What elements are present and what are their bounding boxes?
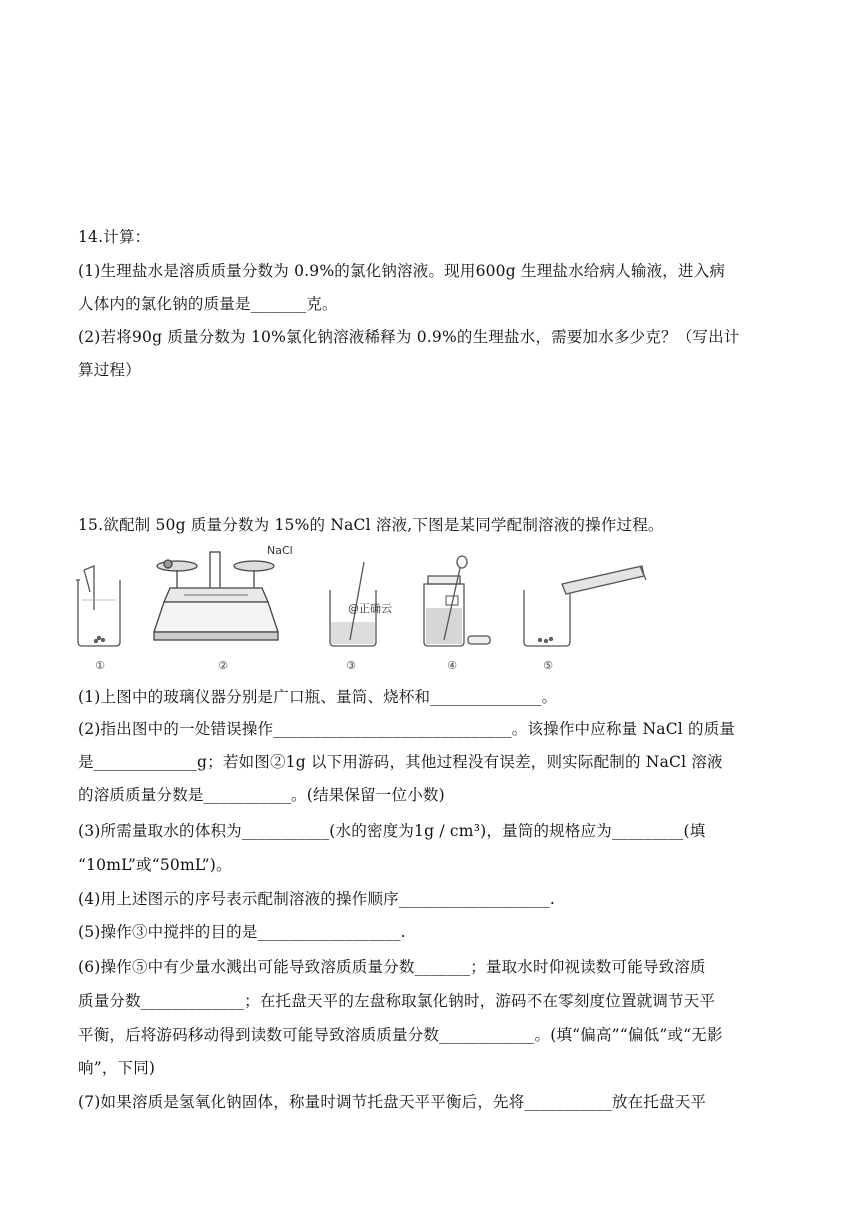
q15-line: (1)上图中的玻璃仪器分别是广口瓶、量筒、烧杯和______________。 [78, 688, 558, 706]
q14-part1-line2: 人体内的氯化钠的质量是_______克。 [78, 295, 338, 313]
figure-caption-3: ③ [346, 659, 356, 672]
figure-caption-5: ⑤ [543, 659, 553, 672]
q15-line: (6)操作⑤中有少量水溅出可能导致溶质质量分数_______；量取水时仰视读数可能导致溶质 [78, 958, 706, 976]
q14-part2-line2: 算过程） [78, 361, 141, 379]
experiment-figure [72, 540, 672, 675]
q15-line: “10mL”或“50mL”)。 [78, 856, 232, 874]
q15-heading: 15.欲配制 50g 质量分数为 15%的 NaCl 溶液,下图是某同学配制溶液的操作过程。 [78, 516, 664, 534]
q15-line: 响”，下同) [78, 1059, 156, 1077]
q15-line: 的溶质质量分数是___________。(结果保留一位小数) [78, 786, 445, 804]
balance-illustration [154, 552, 278, 640]
pouring-cylinder-illustration [524, 566, 646, 646]
watermark: @正确云 [348, 602, 392, 615]
q14-part1-line1: (1)生理盐水是溶质质量分数为 0.9%的氯化钠溶液。现用600g 生理盐水给病人输液，进入病 [78, 262, 726, 280]
q14-heading: 14.计算： [78, 228, 151, 246]
q15-line: (7)如果溶质是氢氧化钠固体，称量时调节托盘天平平衡后，先将___________放在托盘天平 [78, 1093, 707, 1111]
q15-line: 平衡，后将游码移动得到读数可能导致溶质质量分数____________。(填“偏高”“偏低”或“无影 [78, 1026, 723, 1044]
experiment-illustration [72, 540, 672, 675]
q14-part2-line1: (2)若将90g 质量分数为 10%氯化钠溶液稀释为 0.9%的生理盐水，需要加水多少克？（写出计 [78, 328, 740, 346]
funnel-beaker-illustration [76, 566, 120, 646]
figure-caption-1: ① [95, 659, 105, 672]
q15-line: 质量分数_____________；在托盘天平的左盘称取氯化钠时，游码不在零刻度位置就调节天平 [78, 992, 716, 1010]
q15-line: 是_____________g；若如图②1g 以下用游码，其他过程没有误差，则实际配制的 NaCl 溶液 [78, 753, 723, 771]
q15-line: (4)用上述图示的序号表示配制溶液的操作顺序___________________. [78, 890, 556, 908]
q15-line: (5)操作③中搅拌的目的是__________________. [78, 923, 406, 941]
figure-caption-2: ② [218, 659, 228, 672]
q15-line: (2)指出图中的一处错误操作______________________________。该操作中应称量 NaCl 的质量 [78, 720, 736, 738]
q15-line: (3)所需量取水的体积为___________(水的密度为1g / cm³)，量筒的规格应为_________(填 [78, 822, 706, 840]
nacl-label: NaCl [267, 544, 293, 557]
reagent-jar-illustration [424, 556, 490, 646]
figure-caption-4: ④ [447, 659, 457, 672]
